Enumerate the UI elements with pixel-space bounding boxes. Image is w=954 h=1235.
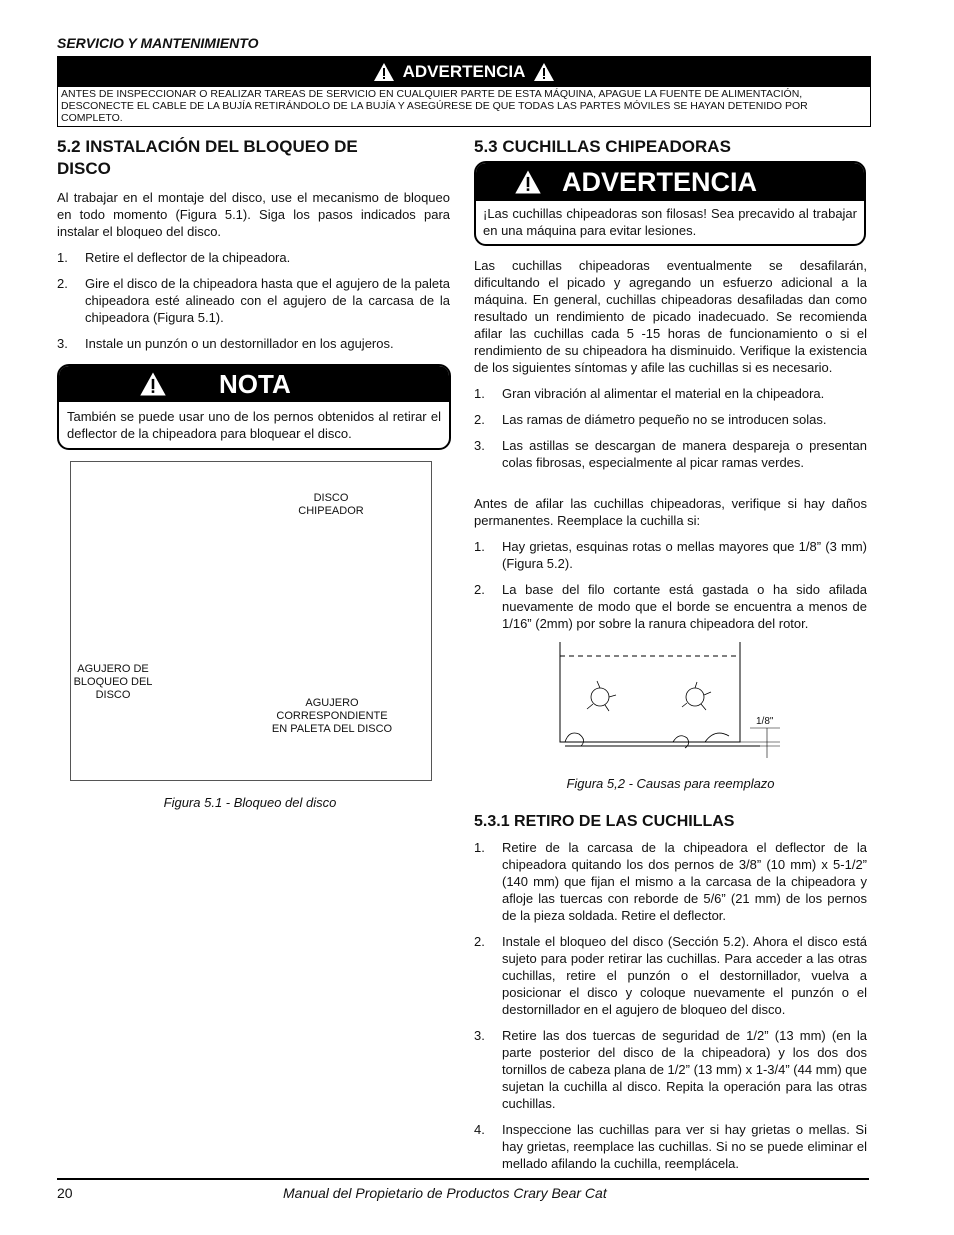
warning-icon	[533, 62, 555, 82]
list-item: 2. La base del filo cortante está gastada o ha sido afilada nuevamente de modo que el borde se encuentra a menos de 1/16” (2mm) por sobre la ranura chipeadora del rotor.	[474, 582, 867, 631]
section-5-2-heading: 5.2 INSTALACIÓN DEL BLOQUEO DE DISCO	[57, 137, 358, 178]
left-column	[57, 136, 450, 361]
section-5-3-1-heading: 5.3.1 RETIRO DE LAS CUCHILLAS	[474, 813, 735, 830]
blade-warning-label: ADVERTENCIA	[562, 166, 758, 197]
warning-icon	[373, 62, 395, 82]
lock-steps-list	[57, 249, 450, 352]
replace-intro: Antes de afilar las cuchillas chipeadoras, verifique si hay daños permanentes. Reemplace la cuchilla si:	[474, 496, 867, 528]
list-item: 1. Retire de la carcasa de la chipeadora el deflector de la chipeadora quitando los dos pernos de 3/8” (10 mm) x 5-1/2” (140 mm) que fijan el mismo a la carcasa de la chipeadora y afloje las tuercas con reborde de 5/6” (21 mm) de los pernos de la pieza soldada. Retire el deflector.	[474, 840, 867, 923]
list-item: 2. Las ramas de diámetro pequeño no se introducen solas.	[474, 412, 827, 427]
top-warning-label: ADVERTENCIA	[402, 62, 526, 81]
figure-5-2-caption: Figura 5,2 - Causas para reemplazo	[566, 776, 775, 791]
figure-5-2-dimension: 1/8"	[756, 716, 774, 727]
footer-divider	[57, 1178, 869, 1180]
top-warning-text: ANTES DE INSPECCIONAR O REALIZAR TAREAS DE SERVICIO EN CUALQUIER PARTE DE ESTA MÁQUINA, APAGUE LA FUENTE DE ALIMENTACIÓN, DESCONECTE EL CABLE DE LA BUJÍA RETIRÁNDOLO DE LA BUJÍA Y ASEGÚRESE DE QUE TODAS LAS PARTES MÓVILES SE HAYAN DETENIDO POR COMPLETO.	[61, 88, 808, 124]
section-5-3-heading: 5.3 CUCHILLAS CHIPEADORAS	[474, 137, 731, 156]
section-header: SERVICIO Y MANTENIMIENTO	[57, 35, 259, 51]
section-5-2-intro: Al trabajar en el montaje del disco, use el mecanismo de bloqueo en todo momento (Figura 5.1). Siga los pasos indicados para instalar el bloqueo del disco.	[57, 190, 450, 239]
list-item: 3. Instale un punzón o un destornillador en los agujeros.	[57, 336, 394, 351]
manual-title: Manual del Propietario de Productos Crary Bear Cat	[283, 1185, 607, 1201]
list-item: 1. Gran vibración al alimentar el material en la chipeadora.	[474, 386, 825, 401]
figure-label-disc: DISCO CHIPEADOR	[298, 492, 364, 517]
note-text: También se puede usar uno de los pernos obtenidos al retirar el deflector de la chipeadora para bloquear el disco.	[67, 409, 441, 441]
figure-5-1-caption: Figura 5.1 - Bloqueo del disco	[163, 795, 337, 810]
page-number: 20	[57, 1185, 73, 1201]
note-bar	[59, 366, 449, 402]
list-item: 3. Retire las dos tuercas de seguridad de 1/2” (13 mm) (en la parte posterior del disco de la chipeadora) y los dos dos tornillos de cabeza plana de 1/2” (13 mm) x 1-3/4” (44 mm) que sujetan la cuchilla al disco. Repita la operación para las otras cuchillas.	[474, 1028, 867, 1111]
list-item: 1. Retire el deflector de la chipeadora.	[57, 250, 291, 265]
list-item: 4. Inspeccione las cuchillas para ver si hay grietas o mellas. Si hay grietas, reemplace las cuchillas. Si no se puede eliminar el mellado afilando la cuchilla, reemplácela.	[474, 1122, 867, 1171]
section-5-3-1	[474, 811, 867, 1181]
blade-warning-text: ¡Las cuchillas chipeadoras son filosas! Sea precavido al trabajar en una máquina para evitar lesiones.	[483, 206, 857, 238]
note-label: NOTA	[219, 368, 291, 399]
right-column-body	[474, 257, 867, 641]
list-item: 2. Gire el disco de la chipeadora hasta que el agujero de la paleta chipeadora esté alineado con el agujero de la carcasa de la chipeadora (Figura 5.1).	[57, 276, 450, 325]
note-callout	[57, 364, 451, 450]
figure-label-matching-hole: AGUJERO CORRESPONDIENTE EN PALETA DEL DISCO	[271, 697, 393, 735]
warning-icon	[139, 371, 167, 397]
replace-list	[474, 538, 867, 632]
figure-5-2-drawing	[555, 640, 785, 770]
list-item: 1. Hay grietas, esquinas rotas o mellas mayores que 1/8” (3 mm) (Figura 5.2).	[474, 539, 867, 571]
removal-steps-list	[474, 839, 867, 1172]
list-item: 3. Las astillas se descargan de manera despareja o presentan colas fibrosas, especialmente al picar ramas verdes.	[474, 438, 867, 470]
top-warning-box	[57, 56, 871, 127]
list-item: 2. Instale el bloqueo del disco (Sección 5.2). Ahora el disco está sujeto para poder retirar las cuchillas. Para acceder a las otras cuchillas, retire el punzón o el destornillador, vuelva a posicionar el disco y coloque nuevamente el punzón o el destornillador en el agujero de bloqueo del disco.	[474, 934, 867, 1017]
blade-warning-bar	[476, 163, 864, 201]
warning-icon	[514, 169, 542, 195]
blades-intro: Las cuchillas chipeadoras eventualmente se desafilarán, dificultando el picado y agregando un esfuerzo adicional a la máquina. En general, cuchillas chipeadoras desafiladas dan como resultado un rendimiento de picado inadecuado. Se recomienda afilar las cuchillas cada 5 -15 horas de funcionamiento o si el rendimiento de su chipeadora ha disminuido. Verifique la existencia de los siguientes síntomas y afile las cuchillas si es necesario.	[474, 258, 867, 375]
figure-label-lock-hole: AGUJERO DE BLOQUEO DEL DISCO	[73, 663, 153, 701]
symptoms-list	[474, 385, 867, 471]
top-warning-bar	[58, 57, 870, 87]
figure-5-1	[70, 461, 432, 781]
blade-warning-callout	[474, 161, 866, 246]
